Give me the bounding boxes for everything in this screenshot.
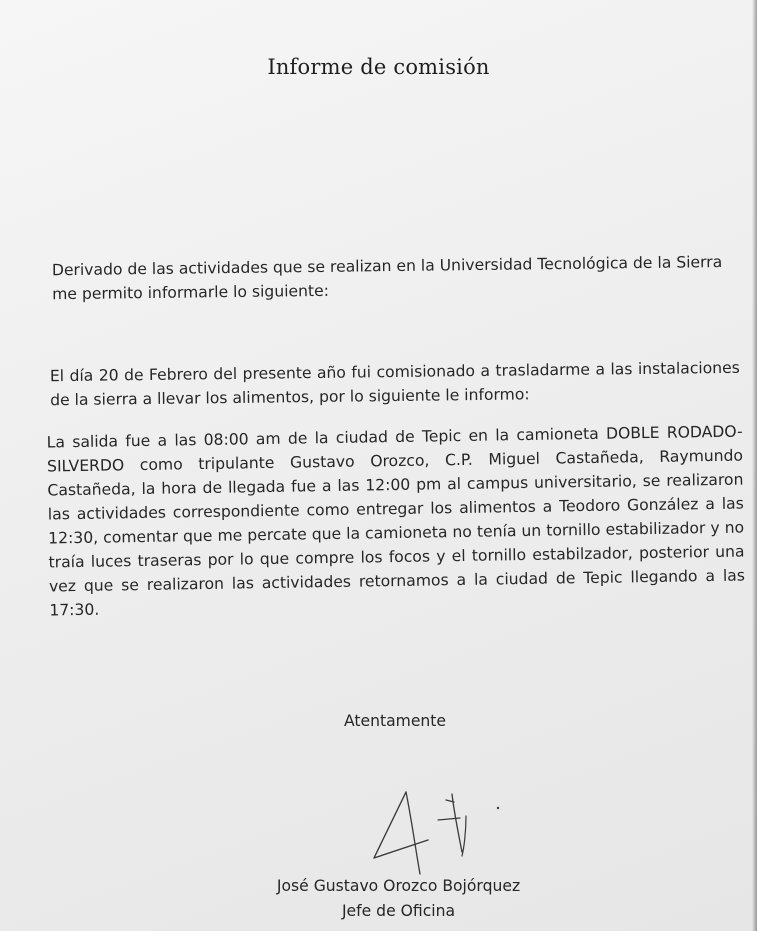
intro-paragraph: Derivado de las actividades que se realizan en la Universidad Tecnológica de la Sierra me permito informarle lo siguiente:: [51, 253, 723, 304]
closing-text: Atentamente: [343, 712, 447, 730]
signer-block: [0, 874, 757, 924]
handwritten-signature: [362, 782, 512, 878]
signer-title: Jefe de Oficina: [341, 902, 456, 920]
document-title: Informe de comisión: [267, 55, 490, 79]
commission-paragraph: El día 20 de Febrero del presente año fui comisionado a trasladarme a las instalaciones de la sierra a llevar los alimentos, por lo siguiente le informo:: [49, 358, 740, 410]
page-edge-shadow: [752, 0, 757, 931]
signer-name: José Gustavo Orozco Bojórquez: [276, 877, 521, 895]
details-paragraph: La salida fue a las 08:00 am de la ciudad de Tepic en la camioneta DOBLE RODADO-SILVERDO como tripulante Gustavo Orozco, C.P. Miguel Castañeda, Raymundo Castañeda, la hora de llegada fue a las 12:00 pm al campus universitario, se realizaron las actividades correspondiente como entregar los alimentos a Teodoro González a las 12:30, comentar que me percate que la camioneta no tenía un tornillo estabilizador y no traía luces traseras por lo que compre los focos y el tornillo estabilzador, posterior una vez que se realizaron las actividades retornamos a la ciudad de Tepic llegando a las 17:30.: [46, 422, 746, 620]
